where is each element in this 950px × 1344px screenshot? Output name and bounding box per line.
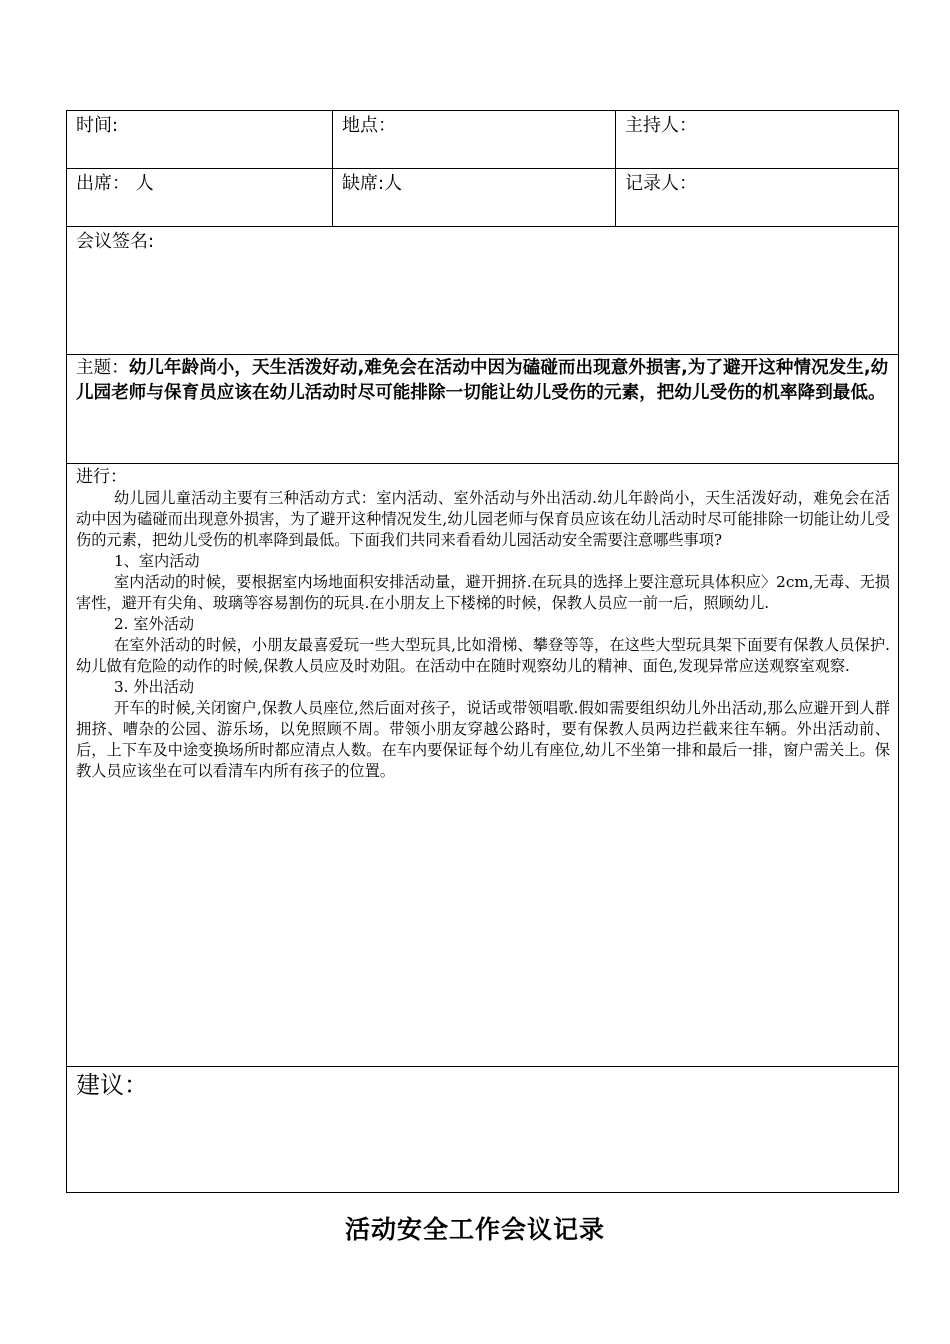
document-title: 活动安全工作会议记录 [344,1215,605,1244]
attend-label: 出席： 人 [76,173,154,194]
recorder-cell[interactable] [616,169,899,227]
process-label: 进行： [76,467,127,487]
section-heading-outdoor: 2. 室外活动 [114,615,195,633]
section-heading-outing: 3. 外出活动 [114,678,195,696]
meeting-record-table [66,110,899,1193]
host-cell[interactable] [616,111,899,169]
theme-cell[interactable] [67,355,899,464]
time-cell[interactable] [67,111,333,169]
process-intro: 幼儿园儿童活动主要有三种活动方式：室内活动、室外活动与外出活动.幼儿年龄尚小，天生活泼好动，难免会在活动中因为磕碰而出现意外损害，为了避开这种情况发生,幼儿园老师与保育员应该在幼儿活动时尽可能排除一切能让幼儿受伤的元素，把幼儿受伤的机率降到最低。下面我们共同来看看幼儿园活动安全需要注意哪些事项? [76,489,890,549]
section-text-outdoor: 在室外活动的时候，小朋友最喜爱玩一些大型玩具,比如滑梯、攀登等等，在这些大型玩具架下面要有保教人员保护.幼儿做有危险的动作的时候,保教人员应及时劝阻。在活动中在随时观察幼儿的精神、面色,发现异常应送观察室观察. [76,636,890,675]
absent-label: 缺席:人 [342,173,403,194]
time-label: 时间: [76,115,119,136]
theme-content: 幼儿年龄尚小，天生活泼好动,难免会在活动中因为磕碰而出现意外损害,为了避开这种情况发生,幼儿园老师与保育员应该在幼儿活动时尽可能排除一切能让幼儿受伤的元素，把幼儿受伤的机率降到最低。 [76,358,889,403]
signature-cell[interactable] [67,227,899,355]
absent-cell[interactable] [333,169,616,227]
section-heading-indoor: 1、室内活动 [114,552,200,570]
location-cell[interactable] [333,111,616,169]
process-row [67,464,899,1067]
theme-text [67,355,898,406]
theme-prefix: 主题： [76,358,129,378]
suggestion-cell[interactable] [67,1067,899,1193]
info-row-1 [67,111,899,169]
process-body [67,488,898,782]
suggestion-row [67,1067,899,1193]
suggestion-label: 建议： [76,1071,148,1099]
section-text-outing: 开车的时候,关闭窗户,保教人员座位,然后面对孩子，说话或带领唱歌.假如需要组织幼儿外出活动,那么应避开到人群拥挤、嘈杂的公园、游乐场，以免照顾不周。带领小朋友穿越公路时，要有保教人员两边拦截来往车辆。外出活动前、后，上下车及中途变换场所时都应清点人数。在车内要保证每个幼儿有座位,幼儿不坐第一排和最后一排，窗户需关上。保教人员应该坐在可以看清车内所有孩子的位置。 [76,699,890,780]
signature-label: 会议签名: [76,231,155,252]
process-cell[interactable] [67,464,899,1067]
signature-row [67,227,899,355]
recorder-label: 记录人： [625,173,697,194]
theme-row [67,355,899,464]
attend-cell[interactable] [67,169,333,227]
info-row-2 [67,169,899,227]
host-label: 主持人： [625,115,697,136]
section-text-indoor: 室内活动的时候，要根据室内场地面积安排活动量，避开拥挤.在玩具的选择上要注意玩具体积应〉2cm,无毒、无损害性，避开有尖角、玻璃等容易割伤的玩具.在小朋友上下楼梯的时候，保教人员应一前一后，照顾幼儿. [76,573,890,612]
location-label: 地点： [342,115,396,136]
